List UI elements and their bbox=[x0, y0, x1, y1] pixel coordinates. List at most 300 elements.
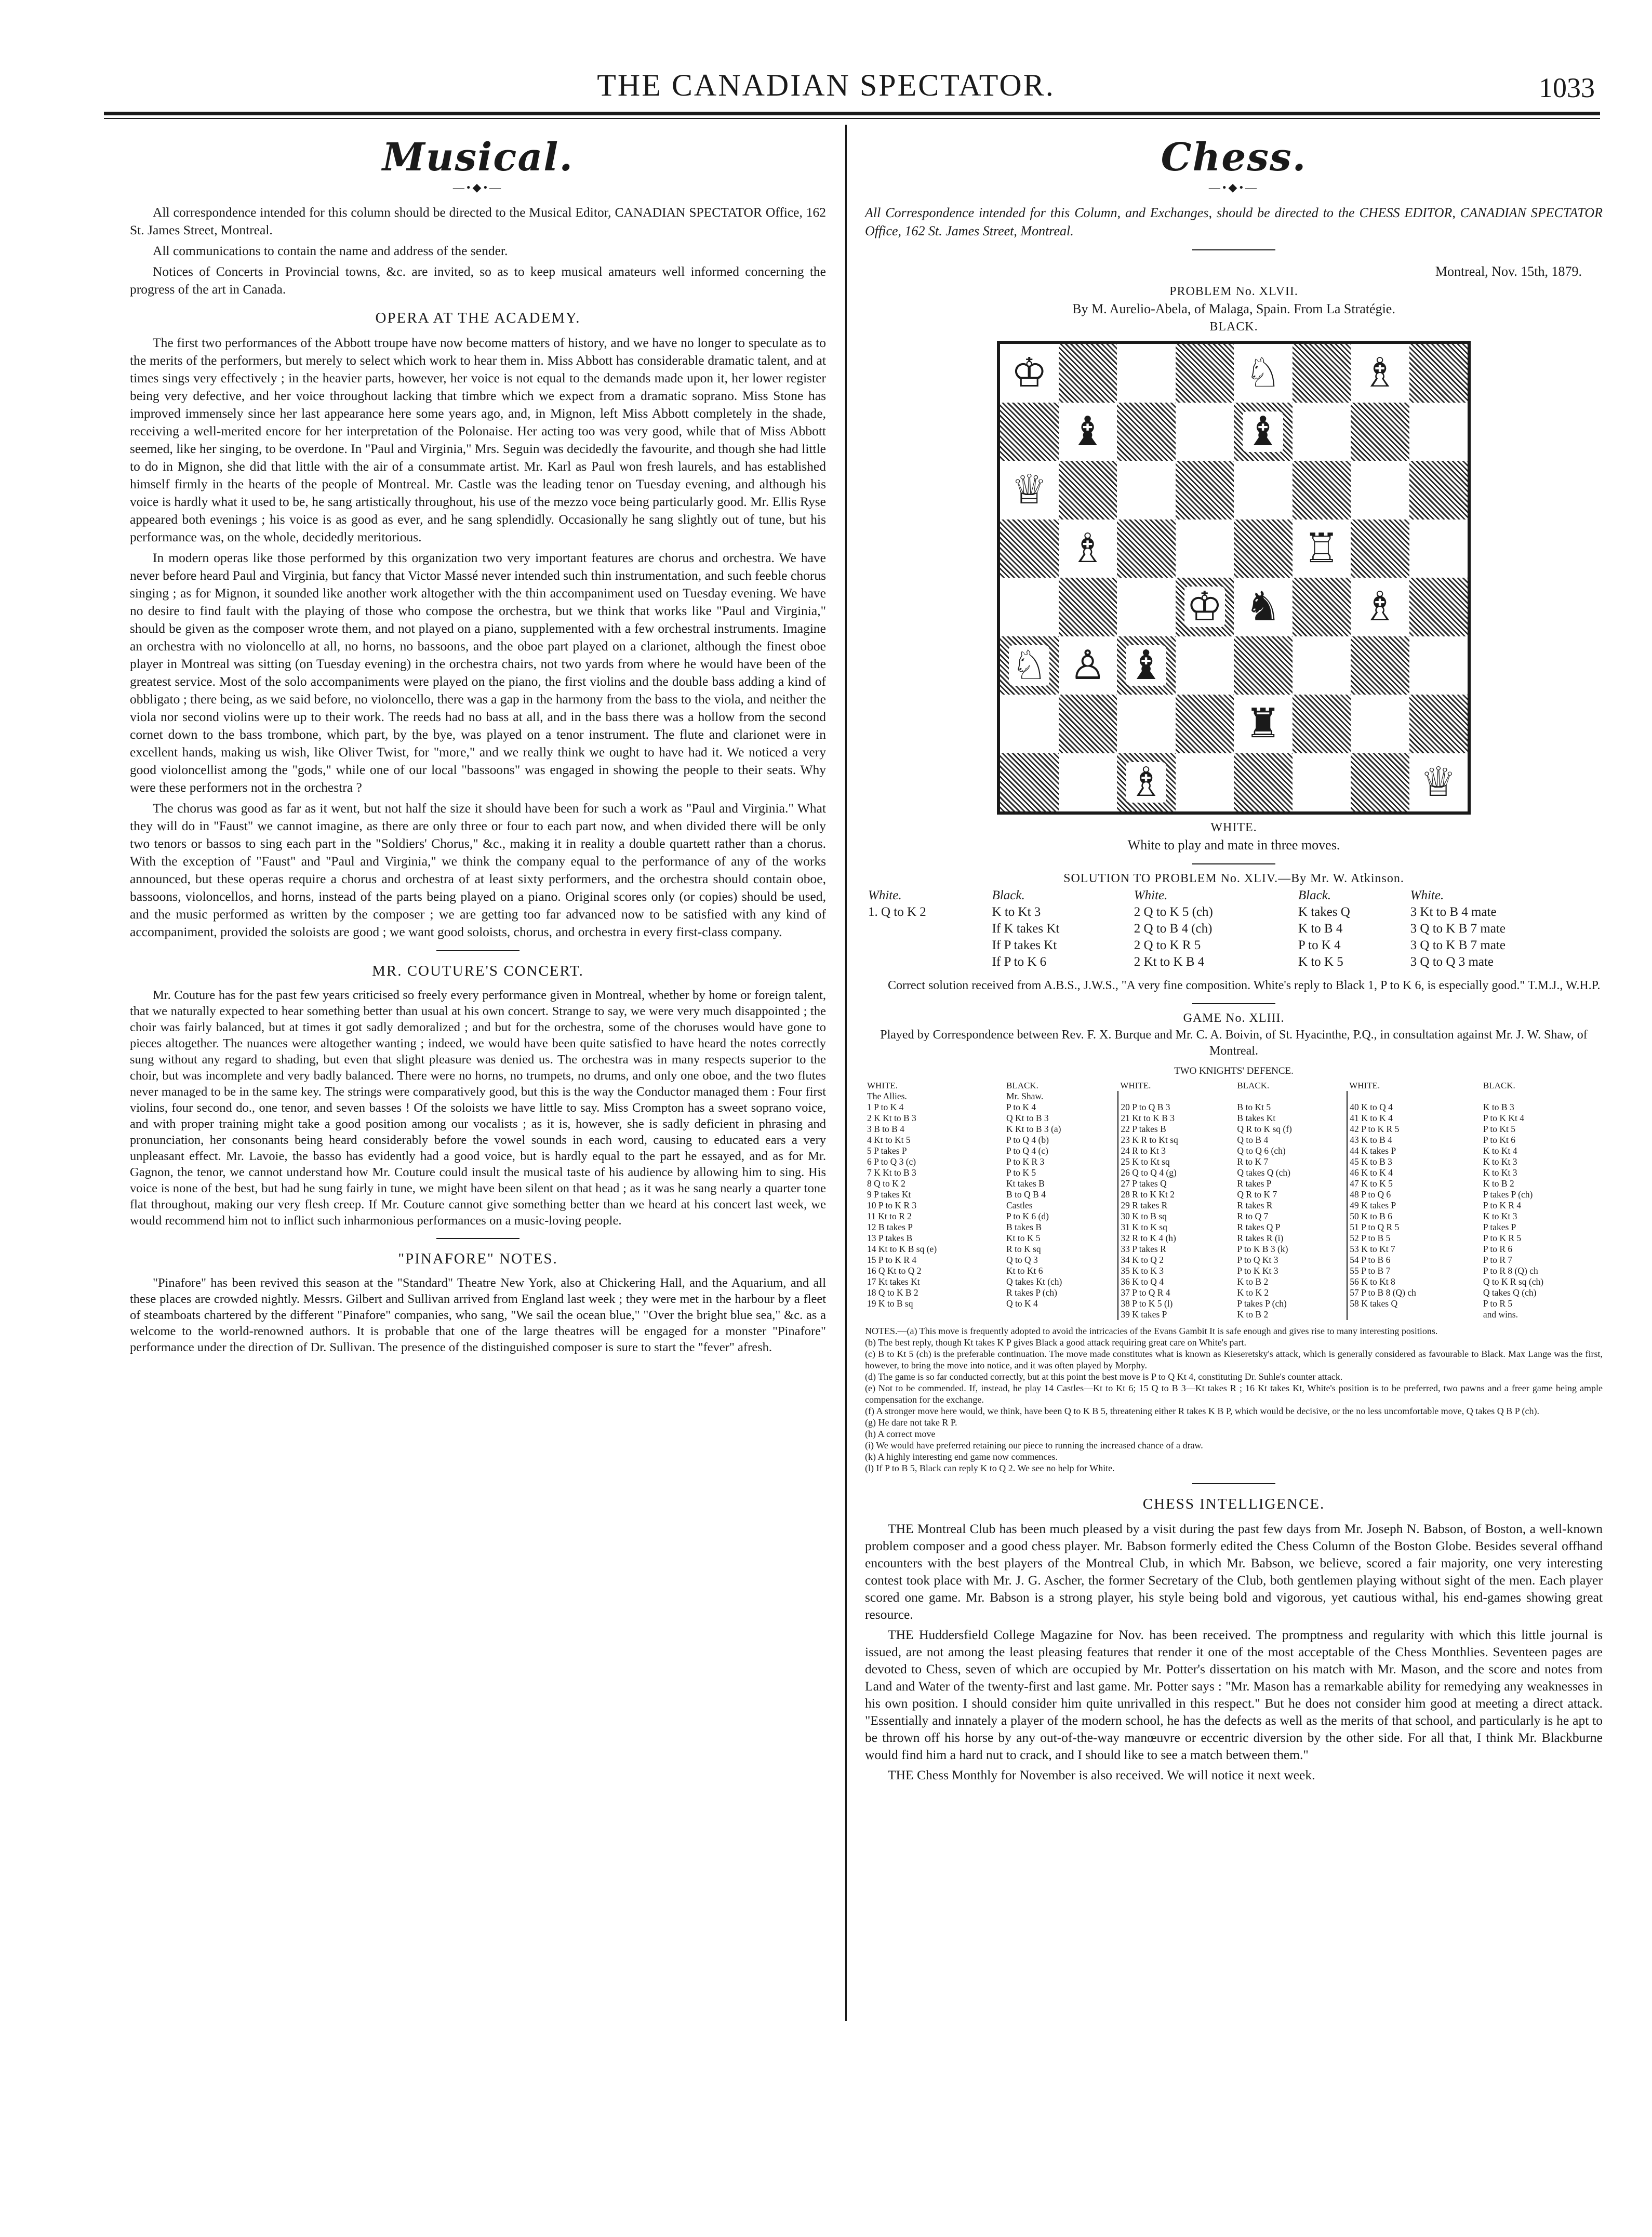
game-player: The Allies. bbox=[867, 1091, 907, 1101]
game-move-cell: P to K Kt 3 bbox=[1237, 1266, 1278, 1276]
game-header: BLACK. bbox=[1483, 1081, 1515, 1090]
game-move-cell: 8 Q to K 2 bbox=[867, 1178, 905, 1189]
game-move-cell: 2 K Kt to B 3 bbox=[867, 1113, 916, 1123]
board-square bbox=[1117, 461, 1176, 520]
game-note: (d) The game is so far conducted correctly, but at this point the best move is P to Q Kt 4, constituting Dr. Suhle's counter attack. bbox=[865, 1372, 1343, 1382]
board-square bbox=[1000, 403, 1059, 461]
game-move-row bbox=[865, 1276, 1603, 1287]
game-move-cell: Kt to K 5 bbox=[1006, 1233, 1041, 1243]
board-square bbox=[1234, 578, 1293, 636]
game-move-row bbox=[865, 1178, 1603, 1189]
chess-piece-icon: ♗ bbox=[1126, 762, 1166, 803]
heading-ornament: —•◆•— bbox=[1208, 181, 1259, 194]
board-square bbox=[1176, 520, 1234, 578]
game-move-row bbox=[865, 1167, 1603, 1178]
solution-row bbox=[865, 904, 1603, 921]
opera-paragraph: The chorus was good as far as it went, but not half the size it should have been for such a work as "Paul and Virginia." What they will do in "Faust" we cannot imagine, as there are only three or four to each part now, and when divided there will be only two tenors or bassos to sing each part in the "Soldiers' Chorus," &c., making it in reality a double quartett rather than a chorus. With the exception of "Faust" and "Paul and Virginia," we think the company equal to the performance of any of the works announced, but these operas require a chorus and orchestra of at least sixty performers, and the orchestra should contain oboe, bassoons, violoncellos, and horns, instead of the parts being played on a piano. Original scores only (or copies) should be used, and the music performed as written by the composer ; we are getting too far advanced now to be satisfied with any kind of accompaniment, provided the soloists are good ; we want good soloists, chorus, and orchestra in every first-class company. bbox=[130, 801, 826, 939]
board-square bbox=[1000, 344, 1059, 403]
chess-piece-icon: ♜ bbox=[1243, 703, 1283, 744]
game-move-cell: P to Q 4 (c) bbox=[1006, 1146, 1048, 1156]
game-move-cell: P takes P (ch) bbox=[1483, 1189, 1533, 1200]
board-square bbox=[1409, 753, 1468, 812]
game-move-cell: Q to Q 6 (ch) bbox=[1237, 1146, 1286, 1156]
game-move-cell: K to B 2 bbox=[1237, 1309, 1269, 1320]
game-move-cell: 7 K Kt to B 3 bbox=[867, 1167, 916, 1178]
chess-piece-icon: ♔ bbox=[1184, 587, 1225, 627]
game-move-cell: 30 K to B sq bbox=[1118, 1211, 1235, 1222]
board-square bbox=[1000, 461, 1059, 520]
solution-cell: 3 Kt to B 4 mate bbox=[1410, 905, 1497, 919]
opera-title: OPERA AT THE ACADEMY. bbox=[375, 310, 581, 326]
section-rule bbox=[1192, 863, 1275, 864]
game-move-cell: Castles bbox=[1006, 1200, 1033, 1210]
solution-title: SOLUTION TO PROBLEM No. XLIV.—By Mr. W. Atkinson. bbox=[1063, 872, 1404, 885]
board-square bbox=[1351, 520, 1409, 578]
board-square bbox=[1000, 578, 1059, 636]
solution-cell bbox=[865, 954, 989, 970]
game-move-cell: 12 B takes P bbox=[867, 1222, 913, 1232]
solution-header: Black. bbox=[1298, 888, 1331, 902]
game-players-row bbox=[865, 1091, 1603, 1102]
chess-piece-icon: ♕ bbox=[1418, 762, 1459, 803]
board-square bbox=[1409, 520, 1468, 578]
board-square bbox=[1351, 461, 1409, 520]
solution-header: White. bbox=[1410, 888, 1444, 902]
game-move-cell: 35 K to K 3 bbox=[1118, 1266, 1235, 1276]
board-square bbox=[1409, 695, 1468, 753]
game-move-row bbox=[865, 1135, 1603, 1146]
intel-paragraph: THE Montreal Club has been much pleased by a visit during the past few days from Mr. Joseph N. Babson, of Boston, a well-known problem composer and a good chess player. Mr. Babson formerly edited the Chess Column of the Boston Globe. Besides several offhand encounters with the best players of the Montreal Club, in which Mr. Babson, we believe, scored a fair majority, one very interesting contest took place with Mr. J. G. Ascher, the former Secretary of the Club, both gentlemen playing without sight of the men. Each player scored one game. Mr. Babson is a strong player, his style being bold and vigorous, yet cautious withal, his end-games showing great resource. bbox=[865, 1521, 1603, 1622]
solution-row bbox=[865, 921, 1603, 937]
game-move-cell: K to B 3 bbox=[1483, 1102, 1514, 1112]
running-title: THE CANADIAN SPECTATOR. bbox=[597, 68, 1055, 102]
intel-title: CHESS INTELLIGENCE. bbox=[1142, 1496, 1325, 1512]
board-square bbox=[1351, 403, 1409, 461]
board-square bbox=[1293, 403, 1351, 461]
chess-piece-icon: ♘ bbox=[1009, 645, 1049, 686]
board-square bbox=[1176, 578, 1234, 636]
board-square bbox=[1234, 520, 1293, 578]
board-square bbox=[1351, 753, 1409, 812]
intel-body bbox=[865, 1520, 1603, 1783]
game-move-cell: 11 Kt to R 2 bbox=[867, 1211, 912, 1221]
solution-note: Correct solution received from A.B.S., J.W.S., "A very fine composition. White's reply to Black 1, P to K 6, is especially good." T.M.J., W.H.P. bbox=[888, 979, 1601, 992]
game-move-cell: P takes P bbox=[1483, 1222, 1516, 1232]
game-move-cell: 25 K to Kt sq bbox=[1118, 1156, 1235, 1167]
solution-cell: 1. Q to K 2 bbox=[868, 905, 926, 919]
game-move-cell: 21 Kt to K B 3 bbox=[1118, 1113, 1235, 1124]
solution-cell: 3 Q to K B 7 mate bbox=[1410, 938, 1506, 952]
game-move-cell: 1 P to K 4 bbox=[867, 1102, 904, 1112]
game-move-cell: 20 P to Q B 3 bbox=[1118, 1102, 1235, 1113]
game-score-table bbox=[865, 1080, 1603, 1320]
solution-cell: K to K 5 bbox=[1298, 955, 1343, 969]
game-move-cell: 34 K to Q 2 bbox=[1118, 1255, 1235, 1266]
board-square bbox=[1117, 403, 1176, 461]
dateline: Montreal, Nov. 15th, 1879. bbox=[1435, 264, 1582, 279]
chess-notice: All Correspondence intended for this Column, and Exchanges, should be directed to the CHESS EDITOR, CANADIAN SPECTATOR Office, 162 St. James Street, Montreal. bbox=[865, 205, 1603, 238]
section-rule bbox=[1192, 1003, 1275, 1004]
game-note: (b) The best reply, though Kt takes K P gives Black a good attack requiring great care on White's part. bbox=[865, 1337, 1247, 1348]
chess-board-wrap bbox=[995, 341, 1473, 815]
chess-piece-icon: ♖ bbox=[1301, 528, 1342, 569]
board-square bbox=[1176, 461, 1234, 520]
game-note: (g) He dare not take R P. bbox=[865, 1417, 957, 1428]
game-note: (e) Not to be commended. If, instead, he play 14 Castles—Kt to Kt 6; 15 Q to B 3—Kt takes R ; 16 Kt takes Kt, White's position is to be preferred, two pawns and a freer game being ample compensation for the exchange. bbox=[865, 1383, 1603, 1405]
game-move-cell: R takes P bbox=[1237, 1178, 1272, 1189]
board-square bbox=[1000, 636, 1059, 695]
game-header: BLACK. bbox=[1006, 1081, 1038, 1090]
board-square bbox=[1059, 461, 1117, 520]
board-square bbox=[1234, 753, 1293, 812]
game-move-cell: P to R 5 bbox=[1483, 1298, 1513, 1309]
game-move-cell: Q takes Q (ch) bbox=[1237, 1167, 1290, 1178]
game-move-cell: 48 P to Q 6 bbox=[1347, 1189, 1481, 1200]
game-move-cell: Q R to K sq (f) bbox=[1237, 1124, 1292, 1134]
game-move-row bbox=[865, 1211, 1603, 1222]
game-move-cell: 51 P to Q R 5 bbox=[1347, 1222, 1481, 1233]
game-move-cell: 5 P takes P bbox=[867, 1146, 907, 1156]
chess-piece-icon: ♘ bbox=[1243, 353, 1283, 393]
game-move-row bbox=[865, 1287, 1603, 1298]
board-square bbox=[1176, 403, 1234, 461]
board-square bbox=[1059, 403, 1117, 461]
board-square bbox=[1234, 344, 1293, 403]
musical-column bbox=[130, 130, 826, 1359]
game-move-cell: P to R 6 bbox=[1483, 1244, 1513, 1254]
game-move-cell: 37 P to Q R 4 bbox=[1118, 1287, 1235, 1298]
game-move-cell: Q to Q 3 bbox=[1006, 1255, 1038, 1265]
game-move-cell: B takes Kt bbox=[1237, 1113, 1276, 1123]
game-cell bbox=[1347, 1091, 1481, 1102]
game-move-cell: R takes R bbox=[1237, 1200, 1273, 1210]
game-move-cell: 3 B to B 4 bbox=[867, 1124, 904, 1134]
game-move-cell: 50 K to B 6 bbox=[1347, 1211, 1481, 1222]
game-move-row bbox=[865, 1233, 1603, 1244]
game-move-row bbox=[865, 1309, 1603, 1320]
white-label: WHITE. bbox=[1210, 821, 1257, 834]
board-square bbox=[1059, 578, 1117, 636]
section-rule bbox=[436, 950, 519, 951]
game-move-cell: P to K 6 (d) bbox=[1006, 1211, 1049, 1221]
game-move-cell: 13 P takes B bbox=[867, 1233, 913, 1243]
solution-cell: 2 Q to K 5 (ch) bbox=[1134, 905, 1213, 919]
board-square bbox=[1409, 578, 1468, 636]
solution-cell bbox=[865, 921, 989, 937]
game-move-cell: 22 P takes B bbox=[1118, 1124, 1235, 1135]
couture-title: MR. COUTURE'S CONCERT. bbox=[372, 963, 584, 979]
game-move-cell bbox=[865, 1309, 1004, 1320]
game-move-cell: K to B 2 bbox=[1483, 1178, 1514, 1189]
game-move-cell: 45 K to B 3 bbox=[1347, 1156, 1481, 1167]
game-move-cell: 55 P to B 7 bbox=[1347, 1266, 1481, 1276]
game-move-cell: P to K R 3 bbox=[1006, 1156, 1045, 1167]
game-player: Mr. Shaw. bbox=[1006, 1091, 1044, 1101]
game-note: (c) B to Kt 5 (ch) is the preferable continuation. The move made constitutes what is known as Kieseretsky's attack, which is generally considered as favourable to Black. Max Lange was the first, however, to bring the move into notice, and it was often played by Morphy. bbox=[865, 1349, 1603, 1370]
game-move-row bbox=[865, 1146, 1603, 1156]
game-move-cell: R takes R (i) bbox=[1237, 1233, 1284, 1243]
board-square bbox=[1059, 695, 1117, 753]
board-square bbox=[1409, 636, 1468, 695]
solution-cell: K to Kt 3 bbox=[992, 905, 1041, 919]
game-move-cell: Q takes Kt (ch) bbox=[1006, 1276, 1062, 1287]
header-rule bbox=[104, 112, 1600, 115]
game-move-cell: 6 P to Q 3 (c) bbox=[867, 1156, 916, 1167]
game-move-cell: P to Q Kt 3 bbox=[1237, 1255, 1278, 1265]
game-move-row bbox=[865, 1244, 1603, 1255]
game-move-cell: B takes B bbox=[1006, 1222, 1042, 1232]
board-square bbox=[1234, 461, 1293, 520]
board-square bbox=[1117, 753, 1176, 812]
game-move-row bbox=[865, 1222, 1603, 1233]
game-move-row bbox=[865, 1255, 1603, 1266]
chess-piece-icon: ♝ bbox=[1068, 411, 1108, 452]
intel-paragraph: THE Huddersfield College Magazine for Nov. has been received. The promptness and regularity with which this little journal is issued, are not among the least pleasing features that render it one of the most acceptable of the Chess Monthlies. Seventeen pages are devoted to Chess, seven of which are occupied by Mr. Potter's dissertation on his match with Mr. Mason, and the score and notes from Land and Water of the twenty-first and last game. Mr. Potter says : "Mr. Mason has a remarkable ability for remedying any weaknesses in his own position. I should consider him quite unrivalled in this respect." But he does not consider him good at meeting a direct attack. "Essentially and innately a player of the modern school, he has the defects as well as the merits of that school, and particularly is he apt to be thrown off his horse by any out-of-the-way manœuvre or eccentric diversion by the other side. For all that, I think Mr. Blackburne would find him a hard nut to crack, and I should like to see a match between them." bbox=[865, 1627, 1603, 1762]
board-square bbox=[1176, 344, 1234, 403]
board-square bbox=[1059, 344, 1117, 403]
chess-piece-icon: ♝ bbox=[1243, 411, 1283, 452]
game-move-cell: K to K 2 bbox=[1237, 1287, 1269, 1298]
board-square bbox=[1293, 753, 1351, 812]
chess-piece-icon: ♕ bbox=[1009, 470, 1049, 510]
game-move-cell: 15 P to K R 4 bbox=[867, 1255, 917, 1265]
game-notes bbox=[865, 1325, 1603, 1474]
board-square bbox=[1234, 636, 1293, 695]
game-opening: TWO KNIGHTS' DEFENCE. bbox=[1174, 1066, 1294, 1076]
game-move-cell: R takes P (ch) bbox=[1006, 1287, 1057, 1298]
board-square bbox=[1351, 636, 1409, 695]
game-move-cell: 43 K to B 4 bbox=[1347, 1135, 1481, 1146]
board-square bbox=[1176, 753, 1234, 812]
musical-heading: Musical. bbox=[382, 135, 574, 180]
game-move-cell: 32 R to K 4 (h) bbox=[1118, 1233, 1235, 1244]
board-square bbox=[1000, 695, 1059, 753]
game-move-cell: P to K Kt 4 bbox=[1483, 1113, 1524, 1123]
game-note: (i) We would have preferred retaining our piece to running the increased chance of a draw. bbox=[865, 1440, 1203, 1450]
heading-ornament: —•◆•— bbox=[452, 181, 503, 194]
board-square bbox=[1117, 520, 1176, 578]
game-move-cell: 23 K R to Kt sq bbox=[1118, 1135, 1235, 1146]
game-move-cell: 39 K takes P bbox=[1118, 1309, 1235, 1320]
game-move-row bbox=[865, 1266, 1603, 1276]
board-square bbox=[1293, 578, 1351, 636]
game-move-cell: K Kt to B 3 (a) bbox=[1006, 1124, 1061, 1134]
board-square bbox=[1409, 461, 1468, 520]
game-move-row bbox=[865, 1102, 1603, 1113]
game-move-cell: 16 Q Kt to Q 2 bbox=[867, 1266, 922, 1276]
board-square bbox=[1293, 520, 1351, 578]
board-square bbox=[1117, 344, 1176, 403]
game-move-cell: 56 K to Kt 8 bbox=[1347, 1276, 1481, 1287]
game-move-cell: 4 Kt to Kt 5 bbox=[867, 1135, 911, 1145]
board-square bbox=[1059, 636, 1117, 695]
chess-piece-icon: ♗ bbox=[1068, 528, 1108, 569]
game-move-cell: P to K 4 bbox=[1006, 1102, 1036, 1112]
game-move-cell: R to K 7 bbox=[1237, 1156, 1269, 1167]
game-move-row bbox=[865, 1156, 1603, 1167]
board-square bbox=[1117, 695, 1176, 753]
opera-paragraph: In modern operas like those performed by this organization two very important features are chorus and orchestra. We have never before heard Paul and Virginia, but fancy that Victor Massé never intended such thin instrumentation, and such feeble chorus singing ; as for Mignon, it sounded like another work altogether with the thin accompaniment used on Tuesday evening. We have no desire to find fault with the playing of those who compose the orchestra, but we think that works like "Paul and Virginia," should be given as the composer wrote them, and not played on a piano, supplemented with a few orchestral instruments. Imagine an orchestra with no violoncello at all, no horns, no bassoons, and the oboe part played on a clarionet, although the finest oboe player in Montreal was sitting (on Tuesday evening) in the orchestra chairs, not two yards from where he would have been of the greatest service. Most of the solo accompaniments were played on the piano, the first violins and the double bass adding a kind of obbligato ; there being, as we said before, no violoncello, there was a gap in the harmony from the bass to the viola, and neither the viola nor second violins were up to their work. The reeds had no bass at all, and in the bass there was a hollow from the second cornet down to the bass trombone, which part, by the bye, was played on a tenor instrument. The flute and clarionet were in excellent hands, making us wish, like Oliver Twist, for "more," and we really think we ought to have had it. We noticed a very good violoncellist among the "gods," while one of our local "bassoons" was engaged in showing the people to their seats. Why were these performers not in the orchestra ? bbox=[130, 550, 826, 795]
board-square bbox=[1000, 520, 1059, 578]
game-move-cell: P to K R 4 bbox=[1483, 1200, 1522, 1210]
game-move-cell: K to Kt 3 bbox=[1483, 1167, 1517, 1178]
game-move-cell: P to Kt 6 bbox=[1483, 1135, 1515, 1145]
solution-cell: K to B 4 bbox=[1298, 922, 1343, 936]
game-move-cell: 42 P to K R 5 bbox=[1347, 1124, 1481, 1135]
board-square bbox=[1409, 403, 1468, 461]
solution-cell: 2 Q to K R 5 bbox=[1134, 938, 1201, 952]
board-square bbox=[1176, 636, 1234, 695]
game-move-cell: Kt takes B bbox=[1006, 1178, 1045, 1189]
game-move-cell: 49 K takes P bbox=[1347, 1200, 1481, 1211]
game-move-cell: P to Kt 5 bbox=[1483, 1124, 1515, 1134]
game-move-cell: 26 Q to Q 4 (g) bbox=[1118, 1167, 1235, 1178]
game-move-row bbox=[865, 1200, 1603, 1211]
game-move-cell: B to Kt 5 bbox=[1237, 1102, 1271, 1112]
game-note: NOTES.—(a) This move is frequently adopted to avoid the intricacies of the Evans Gambit It is safe enough and gives rise to many interesting positions. bbox=[865, 1326, 1438, 1336]
board-square bbox=[1234, 403, 1293, 461]
problem-caption: White to play and mate in three moves. bbox=[1127, 837, 1340, 853]
game-move-cell: 17 Kt takes Kt bbox=[867, 1276, 920, 1287]
section-rule bbox=[1192, 1483, 1275, 1484]
problem-author: By M. Aurelio-Abela, of Malaga, Spain. From La Stratégie. bbox=[1072, 301, 1395, 316]
solution-cell: If P to K 6 bbox=[992, 955, 1047, 969]
musical-notice: Notices of Concerts in Provincial towns, &c. are invited, so as to keep musical amateurs well informed concerning the progress of the art in Canada. bbox=[130, 264, 826, 297]
solution-cell bbox=[865, 937, 989, 954]
game-move-cell: Q takes Q (ch) bbox=[1483, 1287, 1537, 1298]
page-number: 1033 bbox=[1539, 72, 1595, 103]
couture-paragraph: Mr. Couture has for the past few years criticised so freely every performance given in Montreal, whether by home or foreign talent, that we naturally expected to hear something better than usual at his own concert. Strange to say, we were very much disappointed ; the choir was fairly balanced, but at times it got sadly demoralized ; and but for the orchestra, some of the choruses would have gone to pieces altogether. The nuances were altogether wanting ; indeed, we would have been quite satisfied to have heard the notes correctly sung without any regard to shading, but even that slight pleasure was denied us. The orchestra was in many respects superior to the choir, but was incomplete and very badly balanced. There were no horns, no trumpets, no drums, and only one oboe, and the two flutes never managed to be in the same key. The strings were comparatively good, but this is the way the Conductor managed them : Four first violins, four second do., one tenor, and seven basses ! Of the soloists we have little to say. Miss Crompton has a sweet soprano voice, and with proper training might take a good position among our vocalists ; as it is, however, she is sadly deficient in phrasing and pronunciation, her consonants being heard considerably before the vowel sounds in each word, causing to educated ears a very unpleasant effect. Mr. Lavoie, the basso has evidently had a good voice, but is hardly equal to the part he essayed, and as for Mr. Gagnon, the tenor, we cannot understand how Mr. Couture could insult the musical taste of his audience by allowing him to sing. His voice is none of the best, but had he sung fairly in tune, we might have been silent on that head ; as it was he sang nearly a quarter tone flat throughout, making our very flesh creep. If Mr. Couture cannot give something better than we heard at his concert last week, we would recommend him not to inflict such inharmonious performances on a music-loving people. bbox=[130, 988, 826, 1228]
game-move-cell: 9 P takes Kt bbox=[867, 1189, 911, 1200]
pinafore-title: "PINAFORE" NOTES. bbox=[398, 1250, 558, 1267]
game-move-cell: Q R to K 7 bbox=[1237, 1189, 1277, 1200]
solution-cell: 3 Q to K B 7 mate bbox=[1410, 922, 1506, 936]
game-move-cell: 47 K to K 5 bbox=[1347, 1178, 1481, 1189]
game-move-cell: 28 R to K Kt 2 bbox=[1118, 1189, 1235, 1200]
game-move-cell: 54 P to B 6 bbox=[1347, 1255, 1481, 1266]
musical-notice: All correspondence intended for this column should be directed to the Musical Editor, CANADIAN SPECTATOR Office, 162 St. James Street, Montreal. bbox=[130, 205, 826, 237]
game-header: WHITE. bbox=[1349, 1081, 1380, 1090]
musical-notices bbox=[130, 204, 826, 298]
solution-row bbox=[865, 937, 1603, 954]
board-square bbox=[1351, 344, 1409, 403]
board-square bbox=[1293, 344, 1351, 403]
chess-piece-icon: ♝ bbox=[1126, 645, 1166, 686]
game-move-cell: 31 K to K sq bbox=[1118, 1222, 1235, 1233]
black-label: BLACK. bbox=[1209, 320, 1258, 334]
game-move-cell: and wins. bbox=[1483, 1309, 1518, 1320]
game-move-cell: P to Q 4 (b) bbox=[1006, 1135, 1049, 1145]
solution-cell: K takes Q bbox=[1298, 905, 1350, 919]
pinafore-paragraph: "Pinafore" has been revived this season at the "Standard" Theatre New York, also at Chickering Hall, and the Aquarium, and all these places are crowded nightly. Messrs. Gilbert and Sullivan arrived from England last week ; they were met in the harbour by a fleet of steamboats chartered by the different "Pinafore" companies, who sang, "We sail the ocean blue," "Over the bright blue sea," &c. as a welcome to the world-renowned authors. It is probable that one of the large theatres will be engaged for a monster "Pinafore" performance under the direction of Dr. Sullivan. The presence of the distinguished composer is sure to start the "fever" afresh. bbox=[130, 1276, 826, 1354]
solution-table bbox=[865, 887, 1603, 970]
couture-body bbox=[130, 987, 826, 1229]
game-note: (h) A correct move bbox=[865, 1429, 936, 1439]
game-move-cell: P takes P (ch) bbox=[1237, 1298, 1287, 1309]
game-move-cell: 46 K to K 4 bbox=[1347, 1167, 1481, 1178]
game-move-cell: B to Q B 4 bbox=[1006, 1189, 1046, 1200]
game-move-cell: 33 P takes R bbox=[1118, 1244, 1235, 1255]
chess-piece-icon: ♗ bbox=[1360, 353, 1400, 393]
game-move-row bbox=[865, 1298, 1603, 1309]
chess-piece-icon: ♙ bbox=[1068, 645, 1108, 686]
game-title: GAME No. XLIII. bbox=[1183, 1011, 1285, 1025]
game-move-cell: K to Kt 3 bbox=[1483, 1211, 1517, 1221]
game-move-cell bbox=[1004, 1309, 1118, 1320]
board-square bbox=[1351, 695, 1409, 753]
game-note: (f) A stronger move here would, we think, have been Q to K B 5, threatening either R takes K B P, which would be decisive, or the no less uncomfortable move, Q takes Q B P (ch). bbox=[865, 1406, 1540, 1416]
board-square bbox=[1409, 344, 1468, 403]
intel-paragraph: THE Chess Monthly for November is also received. We will notice it next week. bbox=[888, 1767, 1315, 1782]
game-move-cell: 29 R takes R bbox=[1118, 1200, 1235, 1211]
board-square bbox=[1293, 461, 1351, 520]
game-move-cell: 10 P to K R 3 bbox=[867, 1200, 917, 1210]
solution-cell: If P takes Kt bbox=[992, 938, 1057, 952]
game-move-cell: Kt to Kt 6 bbox=[1006, 1266, 1043, 1276]
board-square bbox=[1234, 695, 1293, 753]
problem-title: PROBLEM No. XLVII. bbox=[1169, 285, 1298, 298]
game-note: (k) A highly interesting end game now commences. bbox=[865, 1452, 1058, 1462]
game-move-cell: 19 K to B sq bbox=[867, 1298, 913, 1309]
game-move-cell: Q to K R sq (ch) bbox=[1483, 1276, 1544, 1287]
game-move-row bbox=[865, 1113, 1603, 1124]
solution-cell: 2 Q to B 4 (ch) bbox=[1134, 922, 1213, 936]
game-move-cell: K to Kt 3 bbox=[1483, 1156, 1517, 1167]
game-move-cell: Q Kt to B 3 bbox=[1006, 1113, 1049, 1123]
column-divider bbox=[845, 125, 847, 2021]
opera-paragraph: The first two performances of the Abbott troupe have now become matters of history, and we have no longer to speculate as to the merits of the performers, but merely to select which work to hear them in. Miss Abbott has considerable dramatic talent, and at times sings very effectively ; in the heavier parts, however, her voice is not equal to the demands made upon it, her lower register being very defective, and her voice throughout lacking that timbre which we expect from a dramatic soprano. Miss Stone has improved immensely since her last appearance here some years ago, and, in Mignon, left Miss Abbott completely in the shade, receiving a well-merited encore for her interpretation of the Polonaise. Her acting too was very good, while that of Miss Abbott seemed, like her singing, to be overdone. In "Paul and Virginia," Mrs. Seguin was decidedly the favourite, and though she had little to do in Mignon, she did that little with the air of a consummate artist. Mr. Karl as Paul won fresh laurels, and has established himself firmly in the hearts of the people of Montreal. Mr. Castle was the leading tenor on Tuesday evening, and although his voice is hardly what it used to be, he sang artistically throughout, his use of the mezzo voce being particularly good. Mr. Ellis Ryse appeared both evenings ; his voice is as good as ever, and he sang splendidly. Occasionally he sang slightly out of tune, but his performance was, on the whole, decidedly meritorious. bbox=[130, 335, 826, 544]
board-square bbox=[1176, 695, 1234, 753]
game-header: WHITE. bbox=[867, 1081, 898, 1090]
game-move-cell bbox=[1347, 1309, 1481, 1320]
game-move-cell: 41 K to K 4 bbox=[1347, 1113, 1481, 1124]
game-header: BLACK. bbox=[1237, 1081, 1270, 1090]
board-square bbox=[1351, 578, 1409, 636]
chess-piece-icon: ♔ bbox=[1009, 353, 1049, 393]
section-rule bbox=[1192, 249, 1275, 250]
game-move-cell: P to R 7 bbox=[1483, 1255, 1513, 1265]
game-cell bbox=[1481, 1091, 1603, 1102]
game-header: WHITE. bbox=[1120, 1081, 1151, 1090]
pinafore-body bbox=[130, 1275, 826, 1355]
solution-cell: 2 Kt to K B 4 bbox=[1134, 955, 1205, 969]
solution-header: Black. bbox=[992, 888, 1025, 902]
game-move-cell: Q to B 4 bbox=[1237, 1135, 1269, 1145]
game-move-cell: P to K R 5 bbox=[1483, 1233, 1522, 1243]
game-move-cell: 40 K to Q 4 bbox=[1347, 1102, 1481, 1113]
header-rule-thin bbox=[104, 118, 1600, 119]
solution-cell: P to K 4 bbox=[1298, 938, 1341, 952]
musical-notice: All communications to contain the name and address of the sender. bbox=[153, 243, 508, 258]
game-move-row bbox=[865, 1124, 1603, 1135]
game-move-cell: R takes Q P bbox=[1237, 1222, 1281, 1232]
board-square bbox=[1059, 520, 1117, 578]
game-cell bbox=[1235, 1091, 1347, 1102]
game-move-cell: 58 K takes Q bbox=[1347, 1298, 1481, 1309]
game-move-cell: 27 P takes Q bbox=[1118, 1178, 1235, 1189]
game-move-cell: 57 P to B 8 (Q) ch bbox=[1347, 1287, 1481, 1298]
solution-cell: If K takes Kt bbox=[992, 922, 1060, 936]
game-move-cell: R to K sq bbox=[1006, 1244, 1041, 1254]
game-intro: Played by Correspondence between Rev. F. X. Burque and Mr. C. A. Boivin, of St. Hyacinthe, P.Q., in consultation against Mr. J. W. Shaw, of Montreal. bbox=[880, 1028, 1588, 1058]
game-move-cell: 36 K to Q 4 bbox=[1118, 1276, 1235, 1287]
board-square bbox=[1293, 636, 1351, 695]
chess-piece-icon: ♗ bbox=[1360, 587, 1400, 627]
game-move-cell: 38 P to K 5 (l) bbox=[1118, 1298, 1235, 1309]
game-note: (l) If P to B 5, Black can reply K to Q 2. We see no help for White. bbox=[865, 1463, 1115, 1473]
board-square bbox=[1000, 753, 1059, 812]
game-move-cell: P to K 5 bbox=[1006, 1167, 1036, 1178]
